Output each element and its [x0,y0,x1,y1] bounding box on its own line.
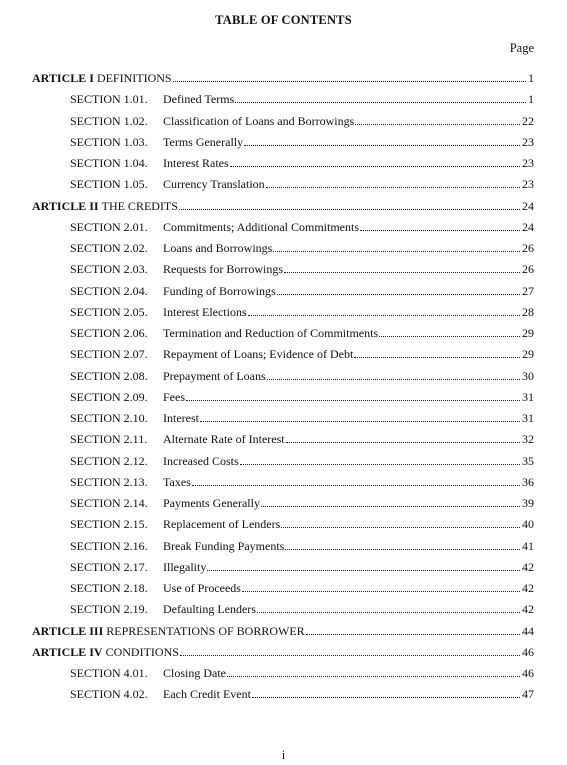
footer-page-number: i [281,748,286,762]
article-number: ARTICLE I [32,71,94,85]
page-number: 23 [522,156,534,170]
section-title: Loans and Borrowings [163,241,273,255]
page-number: 35 [522,453,534,468]
dot-leader [186,399,520,401]
section-title: Defaulting Lenders [163,602,256,617]
section-number: SECTION 2.13. [70,474,148,489]
page-number: 1 [528,92,534,107]
section-title: Funding of Borrowings [163,283,276,298]
page-number: 32 [522,432,534,447]
section-title: Interest Rates [163,156,229,170]
section-number: SECTION 2.08. [70,368,148,383]
page-number: 31 [522,411,534,425]
section-number: SECTION 2.09. [70,389,148,404]
page-number: 42 [522,602,534,617]
dot-leader [252,696,520,698]
toc-section-row [0,213,567,234]
toc-section-row [0,447,567,468]
section-number: SECTION 2.19. [70,602,148,617]
page-number: 26 [522,241,534,255]
page-number: 23 [522,134,534,149]
section-number: SECTION 2.16. [70,538,148,553]
dot-leader [180,654,520,656]
toc-section-row [0,468,567,489]
page-number: 29 [522,326,534,340]
toc-article-row [0,64,567,85]
section-title: Classification of Loans and Borrowings [163,113,355,128]
section-number: SECTION 2.18. [70,581,148,595]
dot-leader [230,165,520,167]
page-number: 46 [522,644,534,659]
section-title: Illegality [163,559,207,574]
dot-leader [277,293,520,295]
section-number: SECTION 2.04. [70,283,148,298]
section-number: SECTION 1.02. [70,113,148,128]
section-number: SECTION 2.15. [70,517,148,532]
section-title: Currency Translation [163,177,265,192]
dot-leader [286,441,520,443]
section-title: Replacement of Lenders [163,517,281,532]
dot-leader [360,229,520,231]
toc-section-row [0,277,567,298]
toc-section-row [0,659,567,680]
toc-section-row [0,404,567,425]
toc-section-row [0,553,567,574]
section-number: SECTION 2.11. [70,432,148,447]
section-number: SECTION 2.03. [70,262,148,277]
section-number: SECTION 2.12. [70,453,148,468]
article-number: ARTICLE II [32,198,99,213]
toc-section-row [0,128,567,149]
page-number: 40 [522,517,534,532]
section-number: SECTION 2.17. [70,559,148,574]
page-number: 26 [522,262,534,277]
dot-leader [306,633,520,635]
page-number: 27 [522,283,534,298]
dot-leader [267,378,520,380]
toc-section-row [0,383,567,404]
section-number: SECTION 4.02. [70,687,148,702]
page-number: 23 [522,177,534,192]
toc-section-row [0,319,567,340]
section-title: Payments Generally [163,496,260,510]
page-number: 28 [522,304,534,319]
toc-section-row [0,680,567,701]
section-number: SECTION 4.01. [70,666,148,680]
toc-title: TABLE OF CONTENTS [215,13,352,27]
section-title: Taxes [163,474,191,489]
article-title: CONDITIONS [105,644,179,659]
page-number: 31 [522,389,534,404]
section-title: Each Credit Event [163,687,251,702]
section-title: Defined Terms [163,92,235,107]
dot-leader [207,569,520,571]
section-title: Closing Date [163,666,226,680]
dot-leader [227,675,520,677]
section-title: Break Funding Payments [163,538,285,553]
page-number: 47 [522,687,534,702]
section-title: Repayment of Loans; Evidence of Debt [163,347,354,362]
section-title: Alternate Rate of Interest [163,432,285,447]
toc-section-row [0,489,567,510]
dot-leader [248,314,520,316]
page-number: 42 [522,581,534,595]
page-number: 24 [522,198,534,213]
dot-leader [179,208,520,210]
dot-leader [257,611,520,613]
toc-section-row [0,574,567,595]
article-title: REPRESENTATIONS OF BORROWER [106,623,305,638]
section-number: SECTION 2.10. [70,411,148,425]
section-title: Use of Proceeds [163,581,241,595]
section-title: Commitments; Additional Commitments [163,219,360,234]
toc-section-row [0,425,567,446]
page-number: 1 [528,71,534,85]
section-title: Interest Elections [163,304,247,319]
toc-section-row [0,532,567,553]
section-number: SECTION 2.01. [70,219,148,234]
page-column-label: Page [509,41,534,55]
article-number: ARTICLE III [32,623,104,638]
section-title: Termination and Reduction of Commitments [163,326,379,340]
page-number: 30 [522,368,534,383]
dot-leader [240,463,520,465]
toc-article-row [0,192,567,213]
section-number: SECTION 2.05. [70,304,148,319]
toc-section-row [0,85,567,106]
toc-article-row [0,638,567,659]
toc-article-row [0,617,567,638]
dot-leader [261,505,520,507]
section-number: SECTION 1.05. [70,177,148,192]
article-number: ARTICLE IV [32,644,103,659]
section-number: SECTION 1.01. [70,92,148,107]
toc-section-row [0,298,567,319]
dot-leader [281,526,520,528]
page-number: 29 [522,347,534,362]
dot-leader [354,356,520,358]
dot-leader [242,590,520,592]
dot-leader [173,80,526,82]
page-number: 39 [522,496,534,510]
dot-leader [379,335,520,337]
toc-section-row [0,362,567,383]
dot-leader [200,420,520,422]
page-number: 36 [522,474,534,489]
toc-section-row [0,510,567,531]
toc-section-row [0,107,567,128]
section-title: Interest [163,411,199,425]
dot-leader [235,101,526,103]
page-number: 42 [522,559,534,574]
toc-section-row [0,234,567,255]
page-number: 44 [522,623,534,638]
page-number: 46 [522,666,534,680]
section-number: SECTION 1.03. [70,134,148,149]
toc-section-row [0,340,567,361]
section-number: SECTION 2.02. [70,241,148,255]
toc-section-row [0,255,567,276]
section-number: SECTION 2.07. [70,347,148,362]
section-title: Terms Generally [163,134,244,149]
page-number: 24 [522,219,534,234]
dot-leader [192,484,520,486]
section-number: SECTION 2.14. [70,496,148,510]
dot-leader [244,144,520,146]
toc-section-row [0,149,567,170]
section-title: Fees [163,389,185,404]
toc-section-row [0,595,567,616]
article-title: DEFINITIONS [96,71,172,85]
section-number: SECTION 2.06. [70,326,148,340]
section-title: Increased Costs [163,453,239,468]
dot-leader [266,186,520,188]
page-number: 41 [522,538,534,553]
page-number: 22 [522,113,534,128]
toc-section-row [0,170,567,191]
section-title: Requests for Borrowings [163,262,283,277]
article-title: THE CREDITS [101,198,178,213]
section-title: Prepayment of Loans [163,368,266,383]
section-number: SECTION 1.04. [70,156,148,170]
dot-leader [273,250,520,252]
dot-leader [285,548,520,550]
dot-leader [355,123,520,125]
dot-leader [284,271,520,273]
